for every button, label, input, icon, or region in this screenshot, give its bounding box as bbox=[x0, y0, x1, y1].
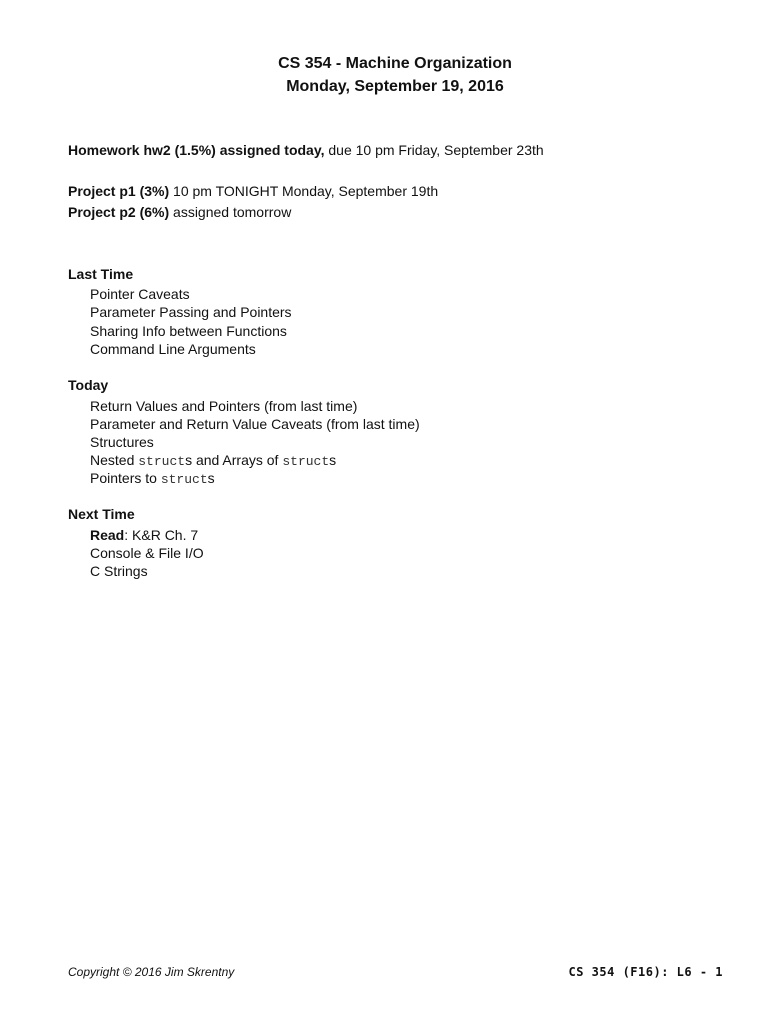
read-detail: : K&R Ch. 7 bbox=[124, 527, 199, 543]
list-item: Console & File I/O bbox=[90, 545, 204, 561]
read-label: Read bbox=[90, 527, 125, 543]
code-struct: struct bbox=[138, 454, 186, 469]
project-p1-announcement bbox=[68, 182, 438, 200]
course-title: CS 354 - Machine Organization bbox=[278, 55, 512, 72]
next-time-heading: Next Time bbox=[68, 506, 135, 522]
lecture-date: Monday, September 19, 2016 bbox=[286, 78, 504, 95]
list-item: Return Values and Pointers (from last time) bbox=[90, 398, 358, 414]
list-item: Command Line Arguments bbox=[90, 341, 256, 357]
homework-label: Homework hw2 (1.5%) assigned today, bbox=[68, 142, 325, 158]
list-item: Pointer Caveats bbox=[90, 286, 190, 302]
list-item: Sharing Info between Functions bbox=[90, 323, 287, 339]
page-identifier: CS 354 (F16): L6 - 1 bbox=[568, 965, 723, 979]
project-p1-label: Project p1 (3%) bbox=[68, 183, 170, 199]
list-item: Structures bbox=[90, 434, 154, 450]
last-time-heading: Last Time bbox=[68, 266, 134, 282]
pointers-text-2: s bbox=[207, 470, 215, 486]
copyright-notice: Copyright © 2016 Jim Skrentny bbox=[68, 965, 235, 979]
list-item: C Strings bbox=[90, 563, 148, 579]
project-p2-announcement bbox=[68, 203, 291, 221]
list-item-nested-structs bbox=[90, 451, 336, 471]
nested-text-2: s and Arrays of bbox=[185, 452, 283, 468]
project-p1-detail: 10 pm TONIGHT Monday, September 19th bbox=[169, 183, 439, 199]
project-p2-label: Project p2 (6%) bbox=[68, 204, 170, 220]
homework-announcement bbox=[68, 141, 544, 159]
list-item: Parameter and Return Value Caveats (from last time) bbox=[90, 416, 420, 432]
list-item-pointers-to-structs bbox=[90, 469, 215, 489]
pointers-text-1: Pointers to bbox=[90, 470, 161, 486]
list-item: Parameter Passing and Pointers bbox=[90, 304, 292, 320]
nested-text-3: s bbox=[329, 452, 337, 468]
today-heading: Today bbox=[68, 377, 109, 393]
project-p2-detail: assigned tomorrow bbox=[169, 204, 292, 220]
code-struct: struct bbox=[160, 472, 208, 487]
nested-text-1: Nested bbox=[90, 452, 139, 468]
homework-detail: due 10 pm Friday, September 23th bbox=[324, 142, 544, 158]
list-item-read bbox=[90, 526, 198, 544]
code-struct: struct bbox=[282, 454, 330, 469]
